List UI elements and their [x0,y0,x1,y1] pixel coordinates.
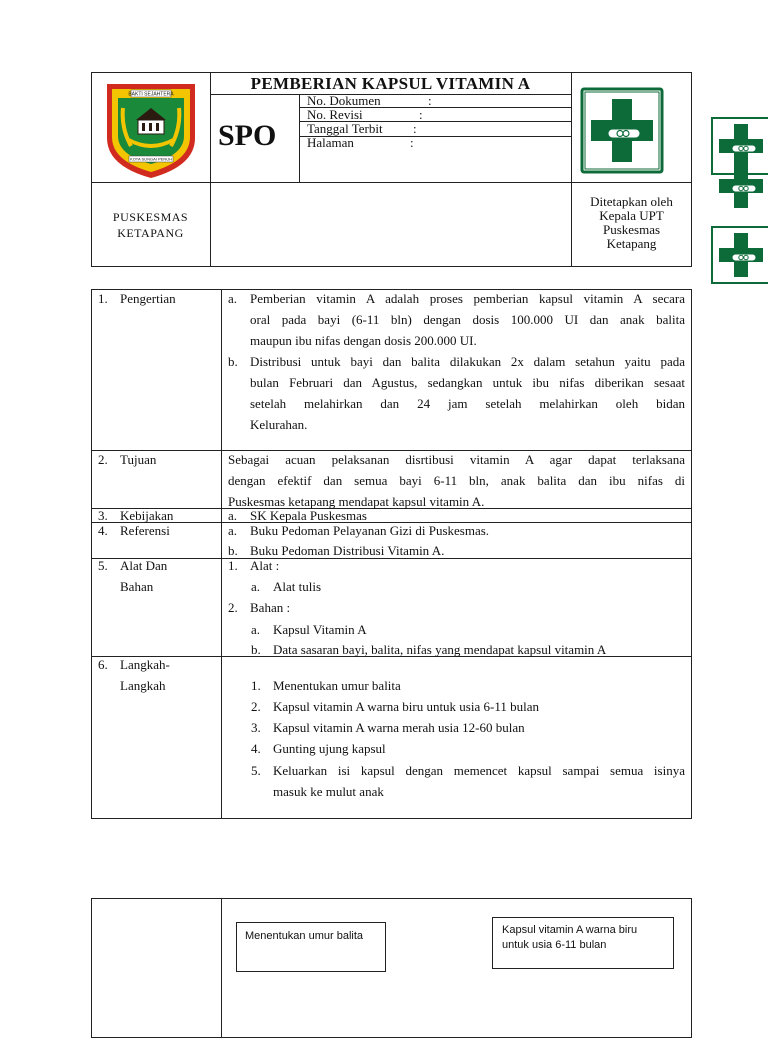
doc-field-sep: : [428,93,432,108]
row-label-alat: Alat Dan [120,558,168,573]
approval-note [571,195,692,251]
step-text: masuk ke mulut anak [273,784,384,799]
list-marker: b. [228,543,238,558]
doc-field-sep: : [413,121,417,136]
list-marker: a. [251,579,261,594]
flow-box-text: Kapsul vitamin A warna biru [502,924,638,936]
paragraph-line: Kelurahan. [250,417,308,432]
bahan-heading: Bahan : [250,600,291,615]
step-marker: 5. [251,763,261,778]
doc-field-sep: : [410,135,414,150]
step-marker: 4. [251,741,261,756]
kebijakan-text: SK Kepala Puskesmas [250,508,367,523]
bahan-item: Kapsul Vitamin A [273,622,367,637]
paragraph-line: dengan efektif dan semua bayi 6-11 bln, anak balita dan ibu nifas di [228,473,685,488]
list-marker: a. [228,523,238,538]
row-label-tujuan: Tujuan [120,452,157,467]
step-text-block [273,763,685,805]
step-text: Kapsul vitamin A warna merah usia 12-60 bulan [273,720,525,735]
doc-field-label: No. Dokumen [307,93,381,108]
approval-line: Kepala UPT [599,208,664,223]
row-label-kebijakan: Kebijakan [120,508,174,523]
list-marker: 1. [228,558,238,573]
puskesmas-logo [580,87,664,174]
header-divider-left [210,72,211,267]
step-marker: 3. [251,720,261,735]
org-name-line-1: PUSKESMAS [112,210,189,224]
step-text: Menentukan umur balita [273,678,401,693]
list-marker: a. [251,622,261,637]
row-label-langkah: Langkah- [120,657,170,672]
seal-motto-top: BAKTI SEJAHTERA [128,91,174,98]
alat-heading: Alat : [250,558,280,573]
list-marker: a. [228,508,238,523]
pengertian-paragraph-a [250,291,685,354]
spo-label: SPO [218,119,277,152]
flow-box-text: Menentukan umur balita [245,930,364,942]
procedure-table-column-divider [221,289,222,819]
row-number: 2. [98,452,108,467]
step-text: Gunting ujung kapsul [273,741,386,756]
step-text: Kapsul vitamin A warna biru untuk usia 6-11 bulan [273,699,539,714]
row-divider [91,450,692,451]
paragraph-line: Distribusi untuk bayi dan balita dilakukan 2x dalam setahun yaitu pada [250,354,685,369]
approval-line: Ditetapkan oleh [590,194,673,209]
header-divider-middle [91,182,692,183]
approval-line: Ketapang [606,236,657,251]
doc-field-label: No. Revisi [307,107,363,122]
row-label-referensi: Referensi [120,523,170,538]
org-name-line-2: KETAPANG [117,226,184,240]
paragraph-line: oral pada bayi (6-11 bln) dengan dosis 100.000 UI dan anak balita [250,312,685,327]
title-underline [210,94,571,95]
flowchart-column-divider [221,898,222,1038]
row-label-bahan: Bahan [120,579,154,594]
row-number: 1. [98,291,108,306]
approval-line: Puskesmas [602,222,661,237]
step-marker: 2. [251,699,261,714]
doc-field-label: Halaman [307,135,354,150]
paragraph-line: setelah melahirkan dan 24 jam setelah melahirkan oleh bidan [250,396,685,411]
row-label-langkah: Langkah [120,678,166,693]
regional-seal-logo [101,78,201,180]
flow-box-text: untuk usia 6-11 bulan [502,939,607,951]
step-text: Keluarkan isi kapsul dengan memencet kapsul sampai semua isinya [273,763,685,778]
row-number: 5. [98,558,108,573]
bahan-item: Data sasaran bayi, balita, nifas yang mendapat kapsul vitamin A [273,642,607,657]
paragraph-line: Puskesmas ketapang mendapat kapsul vitamin A. [228,494,485,509]
list-marker: b. [228,354,238,369]
row-number: 3. [98,508,108,523]
seal-motto-bottom: KOTA SUNGAI PENUH [130,156,172,162]
alat-item: Alat tulis [273,579,322,594]
flow-box-kapsul-biru [492,917,674,969]
side-puskesmas-logo-2 [710,160,768,216]
doc-field-sep: : [419,107,423,122]
row-label-pengertian: Pengertian [120,291,176,306]
list-marker: b. [251,642,261,657]
tujuan-paragraph [228,452,685,515]
row-number: 4. [98,523,108,538]
list-marker: 2. [228,600,238,615]
pengertian-paragraph-b [250,354,685,438]
document-title: PEMBERIAN KAPSUL VITAMIN A [250,74,531,93]
paragraph-line: bulan Februari dan Agustus, sedangkan untuk ibu nifas diberikan sesaat [250,375,685,390]
doc-field-label: Tanggal Terbit [307,121,383,136]
paragraph-line: maupun ibu nifas dengan dosis 200.000 UI. [250,333,477,348]
flow-box-menentukan-umur [236,922,386,972]
row-number: 6. [98,657,108,672]
referensi-item: Buku Pedoman Distribusi Vitamin A. [250,543,445,558]
list-marker: a. [228,291,238,306]
org-name [91,209,210,241]
paragraph-line: Sebagai acuan pelaksanan disrtibusi vitamin A agar dapat terlaksana [228,452,685,467]
referensi-item: Buku Pedoman Pelayanan Gizi di Puskesmas. [250,523,490,538]
side-puskesmas-logo-3 [710,225,768,285]
step-marker: 1. [251,678,261,693]
paragraph-line: Pemberian vitamin A adalah proses pemberian kapsul vitamin A secara [250,291,685,306]
